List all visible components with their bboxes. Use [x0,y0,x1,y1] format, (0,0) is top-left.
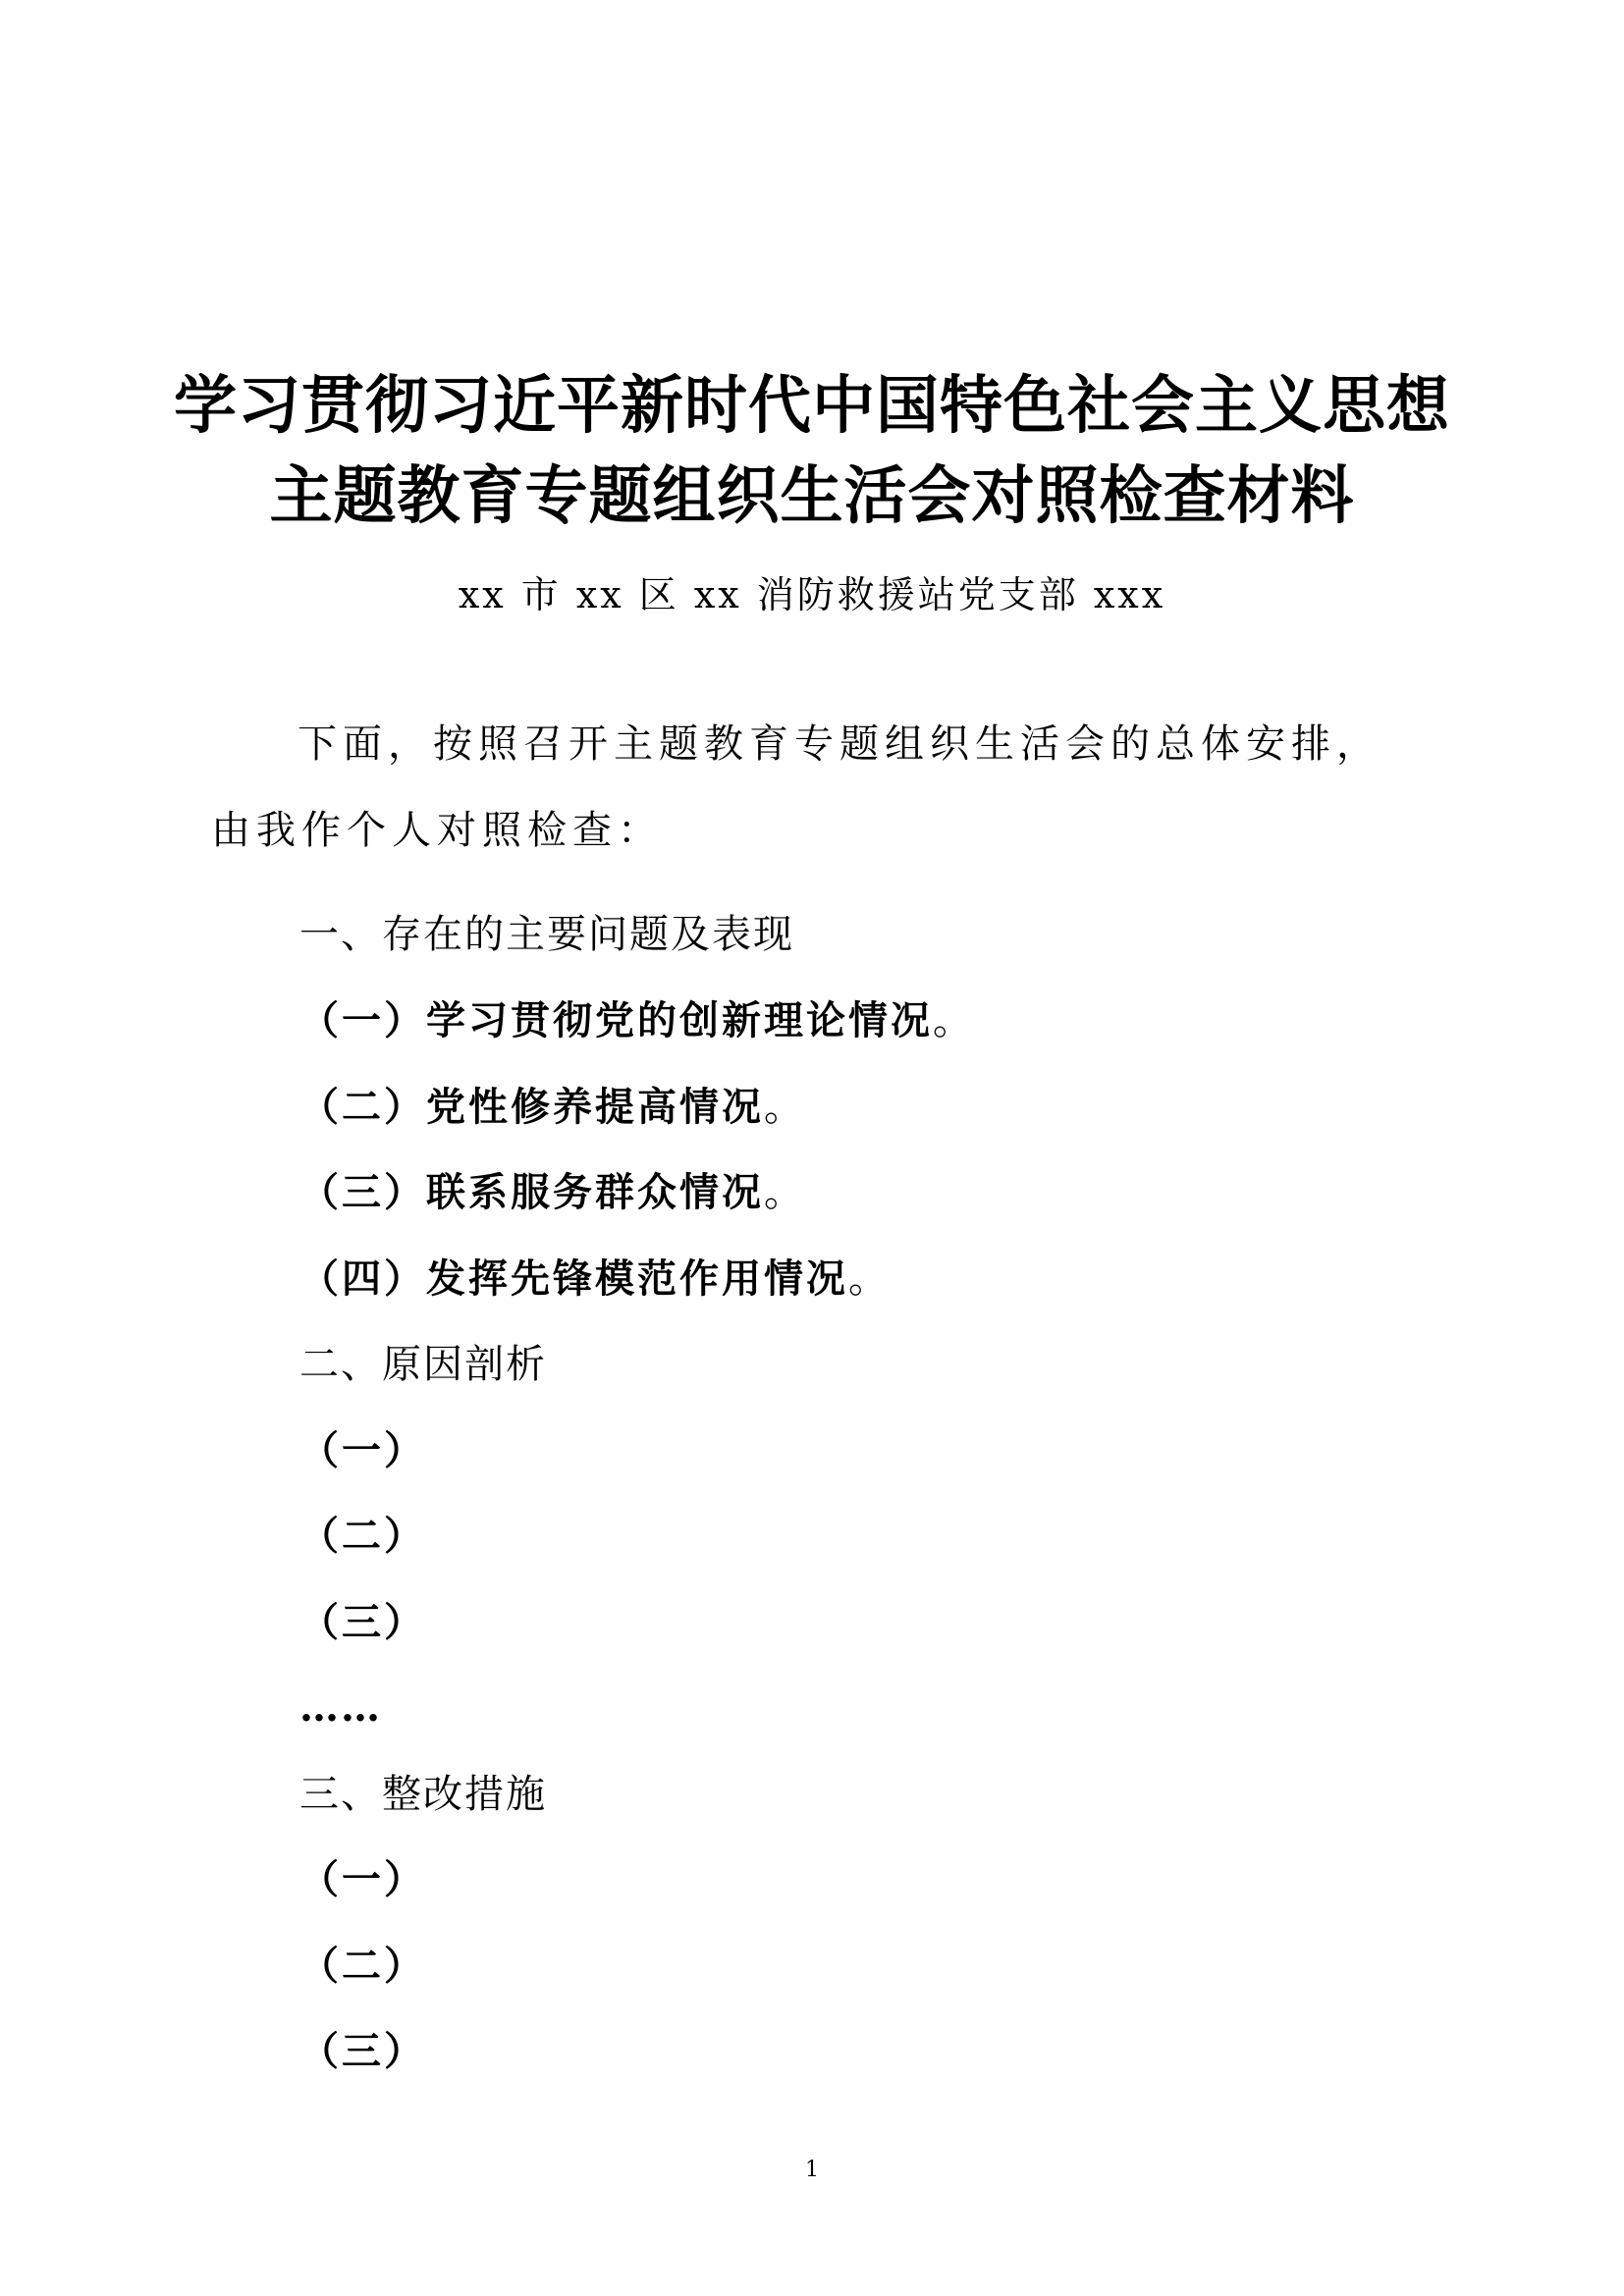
section-1-item-4: （四）发挥先锋模范作用情况。 [299,1255,891,1302]
section-1-item-3: （三）联系服务群众情况。 [299,1169,806,1215]
section-3-heading: 三、整改措施 [299,1772,547,1817]
section-3-item-2: （二） [299,1943,426,1989]
section-1-item-1: （一）学习贯彻党的创新理论情况。 [299,997,975,1043]
author-byline: xx 市 xx 区 xx 消防救援站党支部 xxx [458,573,1166,616]
section-3-item-1: （一） [299,1856,426,1902]
section-1-item-2: （二）党性修养提高情况。 [299,1084,806,1130]
section-2-ellipsis: …… [299,1684,382,1731]
section-2-heading: 二、原因剖析 [299,1342,547,1387]
document-title [0,361,1624,542]
section-1-heading: 一、存在的主要问题及表现 [299,912,794,957]
section-3-item-3: （三） [299,2028,426,2074]
section-2-item-1: （一） [299,1427,426,1473]
page-number: 1 [805,2158,819,2182]
title-line-2: 主题教育专题组织生活会对照检查材料 [269,459,1355,533]
title-line-1: 学习贯彻习近平新时代中国特色社会主义思想 [174,369,1450,443]
section-2-item-2: （二） [299,1513,426,1559]
intro-paragraph: 下面，按照召开主题教育专题组织生活会的总体安排，由我作个人对照检查： [211,721,1381,853]
section-2-item-3: （三） [299,1599,426,1645]
